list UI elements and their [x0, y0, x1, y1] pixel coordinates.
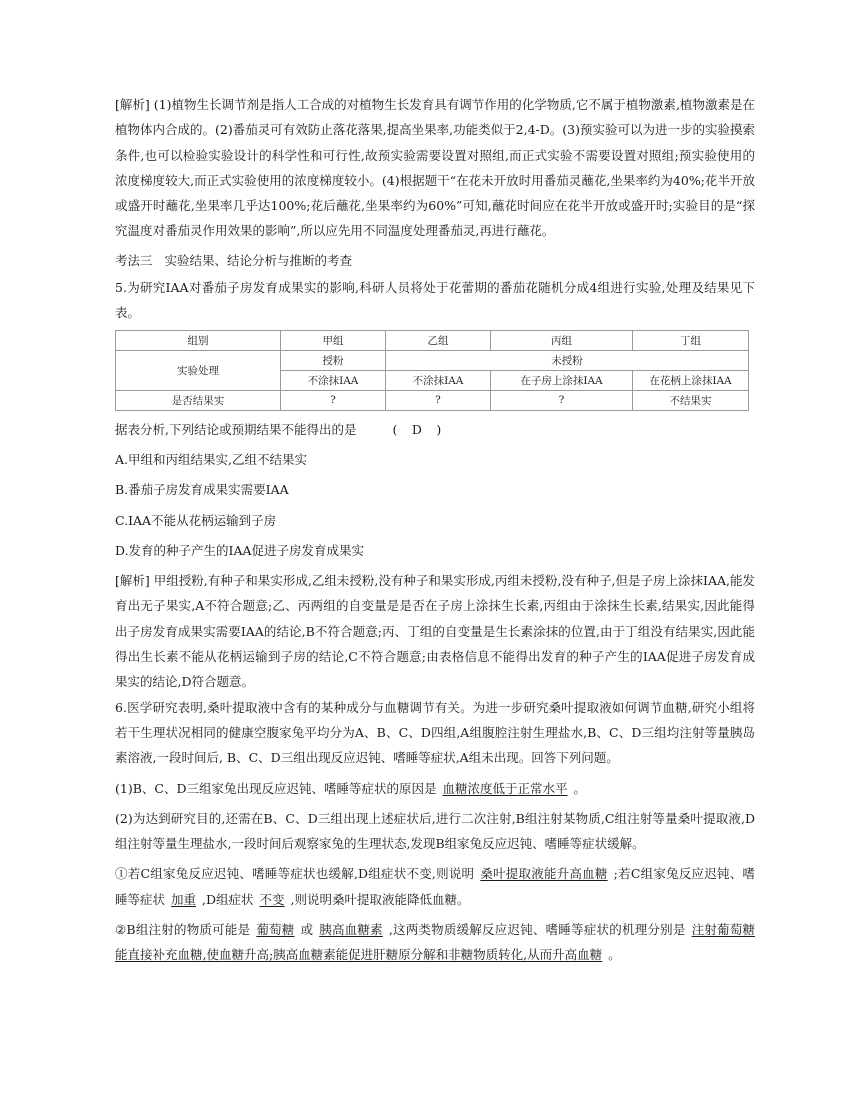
q6-part1-text: (1)B、C、D三组家兔出现反应迟钝、嗜睡等症状的原因是	[115, 780, 437, 796]
table-cell: 丁组	[633, 330, 749, 350]
table-header-result: 是否结果实	[116, 390, 281, 410]
table-cell: 在子房上涂抹IAA	[491, 370, 633, 390]
q6-stem: 6.医学研究表明,桑叶提取液中含有的某种成分与血糖调节有关。为进一步研究桑叶提取液如何调节血糖,研究小组将若干生理状况相同的健康空腹家兔平均分为A、B、C、D四组,A组腹腔注射生理盐水,B、C、D三组均注射等量胰岛素溶液,一段时间后, B、C、D三组出现反应迟钝、嗜睡等症状,A组未出现。回答下列问题。	[115, 699, 755, 766]
analysis-q4: [解析] (1)植物生长调节剂是指人工合成的对植物生长发育具有调节作用的化学物质,它不属于植物激素,植物激素是在植物体内合成的。(2)番茄灵可有效防止落花落果,提高坐果率,功能类似于2,4-D。(3)预实验可以为进一步的实验摸索条件,也可以检验实验设计的科学性和可行性,故预实验需要设置对照组,而正式实验不需要设置对照组;预实验使用的浓度梯度较大,而正式实验使用的浓度梯度较小。(4)根据题干“在花未开放时用番茄灵蘸花,坐果率约为40%;花半开放或盛开时蘸花,坐果率几乎达100%;花后蘸花,坐果率约为60%”可知,蘸花时间应在花半开放或盛开时;实验目的是“探究温度对番茄灵作用效果的影响”,所以应先用不同温度处理番茄灵,再进行蘸花。	[115, 97, 755, 239]
answer-blank: 不变	[259, 891, 285, 907]
analysis-q5: [解析] 甲组授粉,有种子和果实形成,乙组未授粉,没有种子和果实形成,丙组未授粉,没有种子,但是子房上涂抹IAA,能发育出无子果实,A不符合题意;乙、丙两组的自变量是是否在子房上涂抹生长素,丙组由于涂抹生长素,结果实,因此能得出子房发育成果实需要IAA的结论,B不符合题意;丙、丁组的自变量是生长素涂抹的位置,由于丁组没有结果实,因此能得出生长素不能从花柄运输到子房的结论,C不符合题意;由表格信息不能得出发育的种子产生的IAA促进子房发育成果实的结论,D符合题意。	[115, 573, 755, 690]
section-label: 考法三	[115, 252, 153, 268]
table-header-group: 组别	[116, 330, 281, 350]
q6-sub2	[115, 917, 755, 968]
table-cell: 不涂抹IAA	[386, 370, 491, 390]
q5-question-text: 据表分析,下列结论或预期结果不能得出的是	[115, 421, 357, 437]
table-row	[116, 330, 749, 350]
q5-table	[115, 330, 749, 411]
table-cell: ?	[386, 390, 491, 410]
option-d: D.发育的种子产生的IAA促进子房发育成果实	[115, 542, 365, 558]
answer-blank: 胰高血糖素	[319, 922, 383, 938]
document-page	[115, 92, 755, 968]
option-c: C.IAA不能从花柄运输到子房	[115, 512, 277, 528]
answer-blank: 桑叶提取液能升高血糖	[480, 866, 608, 882]
q6-sub2-text-d: 。	[608, 947, 621, 963]
option-b: B.番茄子房发育成果实需要IAA	[115, 482, 289, 498]
q6-sub1-text-d: ,则说明桑叶提取液能降低血糖。	[290, 891, 470, 907]
answer-blank: 血糖浓度低于正常水平	[442, 780, 568, 796]
table-cell: ?	[491, 390, 633, 410]
table-row	[116, 350, 749, 370]
table-cell: ?	[281, 390, 386, 410]
option-a: A.甲组和丙组结果实,乙组不结果实	[115, 451, 307, 467]
q6-sub1-text-a: ①若C组家兔反应迟钝、嗜睡等症状也缓解,D组症状不变,则说明	[115, 866, 475, 882]
answer-blank: 葡萄糖	[256, 922, 295, 938]
answer-blank: 加重	[171, 891, 197, 907]
q6-sub1	[115, 861, 755, 912]
table-cell: 未授粉	[386, 350, 749, 370]
q6-sub1-text-c: ,D组症状	[202, 891, 254, 907]
table-cell: 乙组	[386, 330, 491, 350]
q6-sub2-text-a: ②B组注射的物质可能是	[115, 922, 251, 938]
table-row	[116, 390, 749, 410]
q5-answer: ( D )	[392, 421, 443, 437]
table-header-treatment: 实验处理	[116, 350, 281, 390]
q6-part2: (2)为达到研究目的,还需在B、C、D三组出现上述症状后,进行二次注射,B组注射某物质,C组注射等量桑叶提取液,D组注射等量生理盐水,一段时间后观察家兔的生理状态,发现B组家兔反应迟钝、嗜睡等症状缓解。	[115, 810, 755, 852]
section-title: 实验结果、结论分析与推断的考查	[164, 252, 353, 268]
q6-sub2-text-b: 或	[300, 922, 314, 938]
table-cell: 丙组	[491, 330, 633, 350]
answer-blank: 注射葡萄糖能直接补充血糖,使血糖升高;胰高血糖素能促进肝糖原分解和非糖物质转化,从而升高血糖	[115, 922, 755, 963]
table-cell: 不结果实	[633, 390, 749, 410]
q5-question	[115, 417, 755, 442]
table-cell: 甲组	[281, 330, 386, 350]
q6-sub1-text-b: ;若C组家兔反应迟钝、嗜睡等症状	[115, 866, 755, 907]
q6-part1-end: 。	[573, 780, 587, 796]
table-cell: 授粉	[281, 350, 386, 370]
q6-part1	[115, 776, 755, 801]
section-heading	[115, 248, 755, 273]
q6-sub2-text-c: ,这两类物质缓解反应迟钝、嗜睡等症状的机理分别是	[388, 922, 686, 938]
table-cell: 不涂抹IAA	[281, 370, 386, 390]
table-cell: 在花柄上涂抹IAA	[633, 370, 749, 390]
q5-stem: 5.为研究IAA对番茄子房发育成果实的影响,科研人员将处于花蕾期的番茄花随机分成4组进行实验,处理及结果见下表。	[115, 280, 755, 321]
